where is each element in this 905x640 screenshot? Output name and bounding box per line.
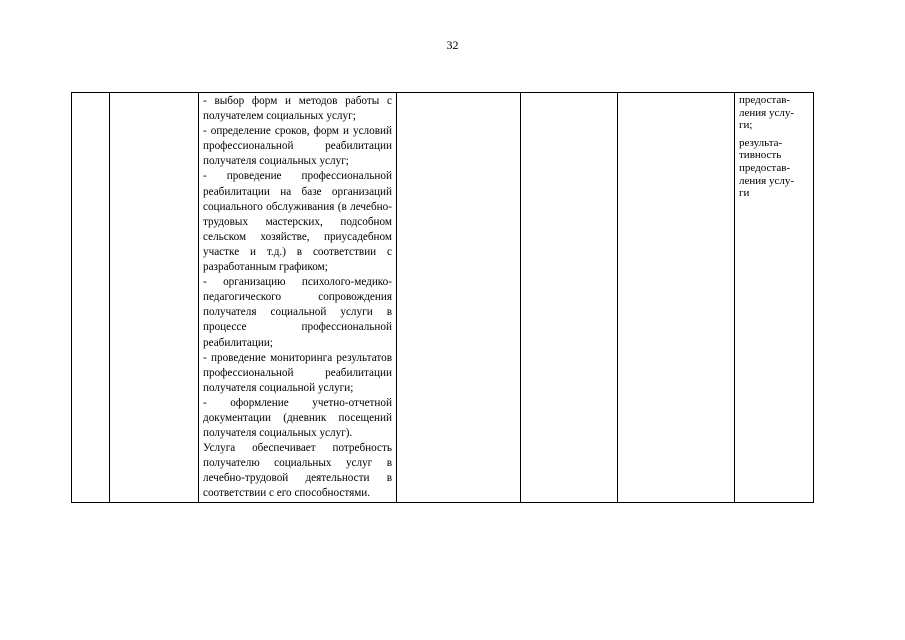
indicator-line: ления услу- bbox=[739, 106, 794, 119]
indicator-line: предостав- bbox=[739, 161, 791, 174]
indicator-line: ги bbox=[739, 187, 750, 200]
table-cell-empty-3 bbox=[618, 93, 735, 503]
description-paragraph: Услуга обеспечивает потребность получателю социальных услуг в лечебно-трудовой деятельности в соответствии с его способностями. bbox=[203, 442, 392, 500]
description-paragraph: - определение сроков, форм и условий профессиональной реабилитации получателя социальных услуг; bbox=[203, 125, 392, 168]
indicator-line: предостав- bbox=[739, 94, 791, 106]
description-paragraph: - организацию психолого-медико-педагогического сопровождения получателя социальной услуги в процессе профессиональной реабилитации; bbox=[203, 276, 392, 349]
indicator-line: результа- bbox=[739, 136, 783, 149]
description-paragraph: - проведение мониторинга результатов профессиональной реабилитации получателя социальной услуги; bbox=[203, 351, 392, 394]
table-cell-service-name bbox=[110, 93, 199, 503]
indicator-line: тивность bbox=[739, 149, 782, 162]
indicator-line: ги; bbox=[739, 119, 753, 132]
table-cell-empty-2 bbox=[521, 93, 618, 503]
page-number: 32 bbox=[446, 38, 459, 52]
indicator-line: ления услу- bbox=[739, 174, 794, 187]
table-cell-quality-indicators bbox=[735, 93, 814, 503]
description-paragraph: - оформление учетно-отчетной документации (дневник посещений получателя социальных услуг). bbox=[203, 396, 392, 440]
services-table bbox=[71, 92, 814, 503]
description-paragraph: - выбор форм и методов работы с получателем социальных услуг; bbox=[203, 95, 392, 123]
table-cell-number bbox=[72, 93, 110, 503]
table-cell-service-description bbox=[199, 93, 397, 503]
table-row bbox=[72, 93, 814, 503]
table-cell-empty-1 bbox=[397, 93, 521, 503]
description-paragraph: - проведение профессиональной реабилитации на базе организаций социального обслуживания (в лечебно-трудовых мастерских, подсобном сельском хозяйстве, приусадебном участке и т.д.) в соответствии с разработанным графиком; bbox=[203, 170, 392, 274]
